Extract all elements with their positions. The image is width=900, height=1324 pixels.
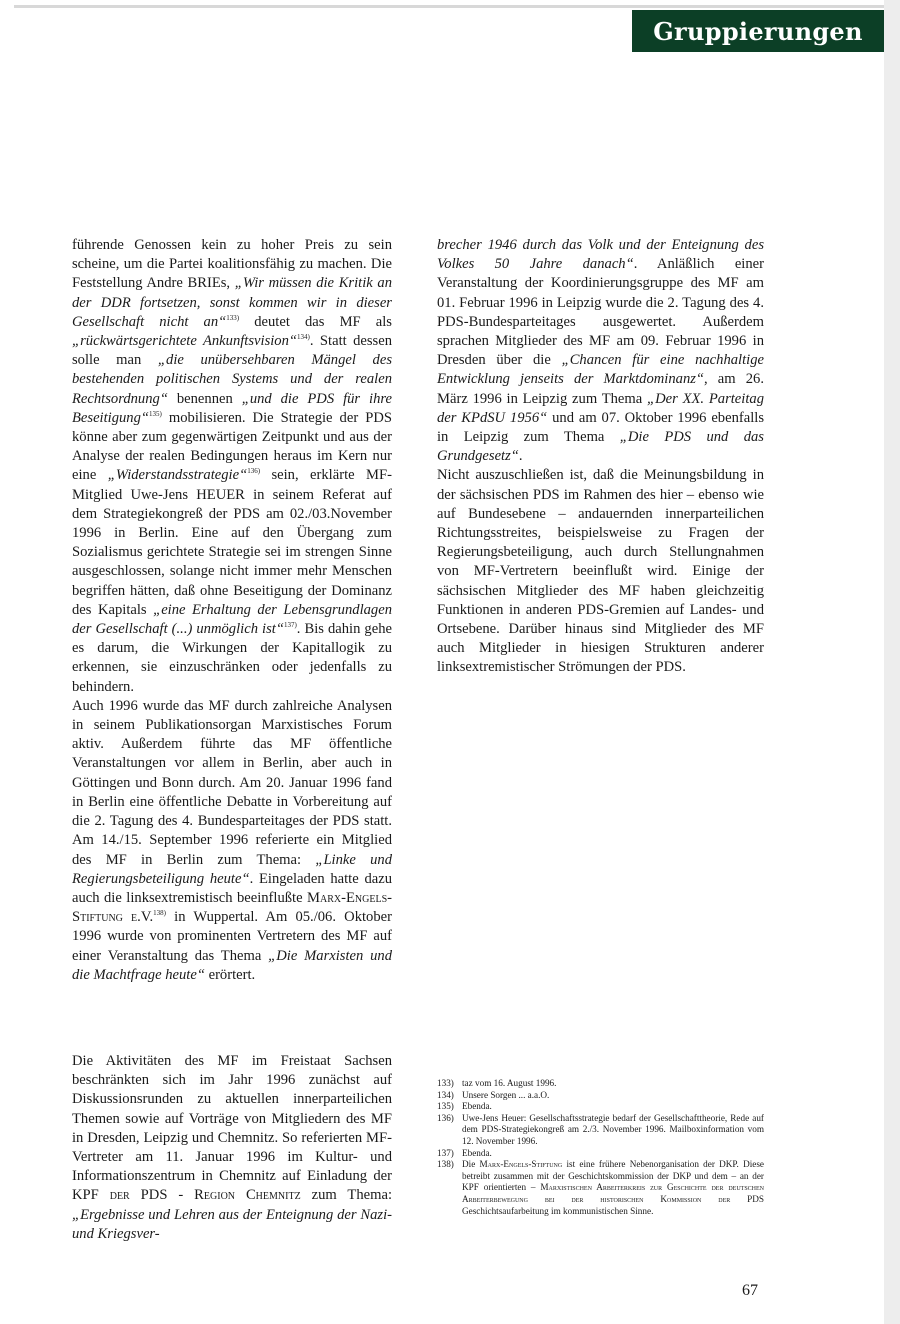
left-column-lower	[72, 1052, 392, 1244]
footnote-ref-138: 138)	[153, 909, 166, 918]
footnote-138	[437, 1159, 764, 1217]
quote-bries: „Wir müssen die Kritik an der DDR fortsetzen, sonst kommen wir in dieser Gesellschaft nicht an“	[72, 275, 392, 330]
footnote-134	[437, 1090, 764, 1102]
quote-ankunftsvision: „rückwärtsgerichtete Ankunftsvision“	[72, 333, 298, 350]
quote-regierungsbeteiligung: „Linke und Regierungsbeteiligung heute“	[72, 851, 393, 887]
text-run: in Wuppertal. Am 05./06. Oktober 1996 wurde von prominenten Vertretern des MF auf einer Veranstaltung das Thema	[72, 909, 392, 964]
left-paragraph-2	[72, 697, 392, 985]
footnote-ref-135: 135)	[149, 409, 162, 418]
text-run: mobilisieren. Die Strategie der PDS könne aber zum gegenwärtigen Zeitpunkt und aus der Analyse der realen Bedingungen heraus im Kern nur eine	[72, 409, 392, 484]
org-name-kpf-chemnitz: der PDS - Region Chemnitz	[109, 1187, 301, 1204]
footnote-text: Unsere Sorgen ... a.a.O.	[462, 1089, 550, 1100]
text-run: zum Thema:	[300, 1187, 393, 1204]
page-number: 67	[742, 1282, 758, 1299]
footnote-number: 134)	[437, 1089, 454, 1100]
quote-enteignung-continued: brecher 1946 durch das Volk und der Enteignung des Volkes 50 Jahre danach“	[437, 237, 764, 273]
right-column	[437, 236, 764, 678]
quote-machtfrage: „Die Marxisten und die Machtfrage heute“	[72, 947, 392, 983]
top-rule	[14, 5, 886, 8]
footnote-text: Ebenda.	[462, 1101, 492, 1112]
org-name-marx-engels-stiftung: Marx-Engels-Stiftung e.V.	[72, 889, 392, 926]
right-paragraph-2: Nicht auszuschließen ist, daß die Meinungsbildung in der sächsischen PDS im Rahmen des hier – ebenso wie auf Bundesebene – andauernden innerparteilichen Richtungsstreites, beispielsweise zu Fragen der Regierungsbeteiligung, auch durch Stellungnahmen von MF-Vertretern beeinflußt wird. Einige der sächsischen Mitglieder des MF haben gleichzeitig Funktionen in anderen PDS-Gremien auf Landes- und Ortsebene. Darüber hinaus sind Mitglieder des MF auch Mitglieder in hiesigen Strukturen anderer linksextremistischer Strömungen der PDS.	[437, 467, 764, 676]
text-run: Die	[462, 1159, 480, 1170]
page-edge-shadow	[884, 0, 900, 1324]
text-run: ist eine frühere Nebenorganisation der DKP. Diese betreibt zusammen mit der Geschichtskommission der DKP und dem – an der KPF orientierten –	[462, 1159, 764, 1193]
text-run: benennen	[167, 390, 242, 407]
footnote-text: Uwe-Jens Heuer: Gesellschaftsstrategie bedarf der Gesellschafttheorie, Rede auf dem PDS-Strategiekongreß am 2./3. November 1996. Mailboxinformation vom 12. November 1996.	[462, 1112, 764, 1146]
footnote-text: Ebenda.	[462, 1147, 492, 1158]
footnote-text	[462, 1159, 764, 1217]
section-title: Gruppierungen	[653, 16, 863, 46]
org-name: Marxistischen Arbeiterkreis zur Geschichte der deutschen Arbeiterbewegung bei der historischen Kommission der PDS	[462, 1182, 764, 1204]
text-run: führende Genossen kein zu hoher Preis zu sein scheine, um die Partei koalitionsfähig zu machen. Die Feststellung Andre BRIEs,	[72, 237, 392, 292]
footnote-number: 138)	[437, 1159, 454, 1170]
text-run: und am 07. Oktober 1996 ebenfalls in Leipzig zum Thema	[437, 409, 764, 446]
text-run: sein, erklärte MF-Mitglied Uwe-Jens HEUER in seinem Referat auf dem Strategiekongreß der PDS am 02./03.November 1996 in Berlin. Eine auf den Übergang zum Sozialismus gerichtete Strategie sei im strengen Sinne ausgeschlossen, solange nicht immer mehr Menschen begriffen hätten, daß ohne Beseitigung der Dominanz des Kapitals	[72, 467, 392, 618]
footnote-133	[437, 1078, 764, 1090]
left-paragraph-3	[72, 1052, 392, 1244]
right-paragraph-1	[437, 236, 764, 466]
footnote-ref-136: 136)	[247, 467, 261, 476]
text-run: .	[518, 448, 523, 465]
footnote-ref-134: 134)	[297, 333, 310, 342]
quote-marktdominanz: „Chancen für eine nachhaltige Entwicklung jenseits der Marktdominanz“	[437, 352, 764, 388]
footnote-number: 133)	[437, 1078, 454, 1088]
footnote-137	[437, 1148, 764, 1160]
text-run: deutet das MF als	[239, 313, 392, 330]
footnote-number: 135)	[437, 1101, 454, 1112]
footnote-number: 137)	[437, 1147, 454, 1158]
footnote-136	[437, 1113, 764, 1148]
org-name: Marx-Engels-Stiftung	[479, 1159, 563, 1170]
quote-beseitigung: „und die PDS für ihre Beseitigung“	[72, 390, 392, 426]
text-run: , am 26. März 1996 in Leipzig zum Thema	[437, 371, 764, 407]
footnote-135	[437, 1101, 764, 1113]
text-run: . Eingeladen hatte dazu auch die linksextremistisch beeinflußte	[72, 870, 392, 906]
quote-lebensgrundlagen: „eine Erhaltung der Lebensgrundlagen der Gesellschaft (...) unmöglich ist“	[72, 601, 392, 638]
quote-grundgesetz: „Die PDS und das Grundgesetz“	[437, 429, 764, 465]
footnotes	[437, 1078, 764, 1217]
text-run: . Bis dahin gehe es darum, die Wirkungen der Kapitallogik zu erkennen, sie einzuschränken oder jedenfalls zu behindern.	[72, 621, 392, 695]
left-column	[72, 236, 392, 985]
footnote-ref-133: 133)	[226, 313, 240, 322]
left-paragraph-1	[72, 236, 392, 697]
footnote-number: 136)	[437, 1112, 454, 1123]
text-run: . Statt dessen solle man	[72, 333, 392, 369]
quote-parteitag-kpdsu: „Der XX. Parteitag der KPdSU 1956“	[437, 390, 764, 426]
quote-maengel: „die unübersehbaren Mängel des bestehenden politischen Systems und der realen Rechtsordnung“	[72, 352, 392, 407]
footnote-ref-137: 137)	[283, 621, 297, 630]
text-run: . Anläßlich einer Veranstaltung der Koordinierungsgruppe des MF am 01. Februar 1996 in Leipzig wurde die 2. Tagung des 4. PDS-Bundesparteitages ausgewertet. Außerdem sprachen Mitglieder des MF am 09. Februar 1996 in Dresden über die	[437, 256, 764, 369]
text-run: erörtert.	[204, 966, 256, 983]
quote-enteignung: „Ergebnisse und Lehren aus der Enteignung der Nazi- und Kriegsver-	[72, 1206, 392, 1242]
text-run: Auch 1996 wurde das MF durch zahlreiche Analysen in seinem Publikationsorgan Marxistisches Forum aktiv. Außerdem führte das MF öffentliche Veranstaltungen vor allem in Berlin, aber auch in Göttingen und Bonn durch. Am 20. Januar 1996 fand in Berlin eine öffentliche Debatte in Vorbereitung auf die 2. Tagung des 4. Bundesparteitages der PDS statt. Am 14./15. September 1996 referierte ein Mitglied des MF in Berlin zum Thema:	[72, 697, 392, 868]
text-run: Geschichtsaufarbeitung im kommunistischen Sinne.	[462, 1205, 654, 1216]
text-run: Die Aktivitäten des MF im Freistaat Sachsen beschränkten sich im Jahr 1996 zunächst auf Diskussionsrunden zu aktuellen innerparteilichen Themen sowie auf Vorträge von Mitgliedern des MF in Dresden, Leipzig und Chemnitz. So referierten MF-Vertreter am 11. Januar 1996 im Kultur- und Informationszentrum in Chemnitz auf Einladung der KPF	[72, 1053, 392, 1204]
footnote-text: taz vom 16. August 1996.	[462, 1078, 557, 1088]
quote-widerstandsstrategie: „Widerstandsstrategie“	[107, 467, 248, 484]
section-header	[632, 10, 884, 52]
